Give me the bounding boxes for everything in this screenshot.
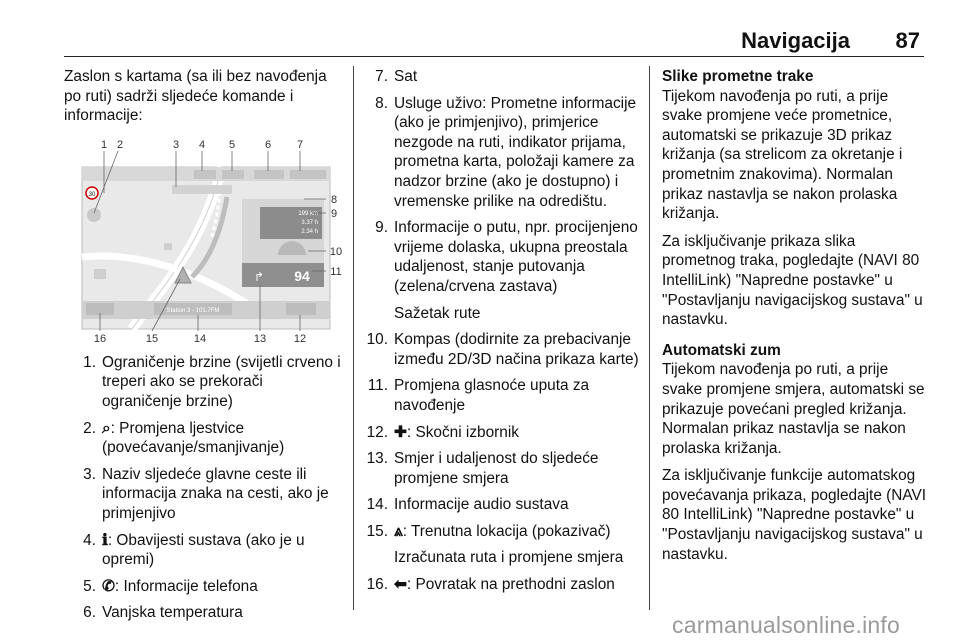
- callout-10: 10: [329, 245, 343, 258]
- back-arrow-icon: ⬅: [394, 576, 407, 594]
- heading-auto-zoom: Automatski zum: [662, 341, 781, 359]
- phone-icon: ✆: [102, 577, 115, 595]
- list-item-2: 2. ⌕: Promjena ljestvice (povećavanje/smanjivanje): [83, 419, 285, 457]
- callout-5: 5: [228, 138, 236, 151]
- callout-14: 14: [193, 332, 207, 345]
- column-1: [64, 67, 346, 630]
- callout-16: 16: [93, 332, 107, 345]
- list-item-11: 11. Promjena glasnoće uputa za navođenje: [367, 377, 590, 414]
- list-item-1: 1. Ograničenje brzine (svijetli crveno i treperi ako se prekorači ograničenje brzine): [83, 353, 341, 410]
- paragraph-auto-zoom-1: Tijekom navođenja po ruti, a prije svake promjene smjera, automatski se prikazuje povećani pregled križanja. Normalan prikaz nastavlja se nakon prolaska križanja.: [662, 361, 925, 457]
- callout-11: 11: [330, 265, 342, 278]
- list-item-7: 7. Sat: [375, 68, 418, 85]
- location-pointer-icon: ⩓: [394, 522, 403, 540]
- turn-distance-text: 94: [294, 267, 310, 284]
- paragraph-lane-images-2: Za isključivanje prikaza slika prometnog traka, pogledajte (NAVI 80 IntelliLink) "Napredne postavke" u "Postavljanju navigacijskog sustava" u nastavku.: [662, 232, 923, 329]
- callout-12: 12: [293, 332, 307, 345]
- callout-15: 15: [145, 332, 159, 345]
- callout-7: 7: [296, 138, 304, 151]
- column-2: [362, 67, 642, 602]
- list-item-6: 6. Vanjska temperatura: [83, 604, 243, 622]
- callout-1: 1: [100, 138, 108, 151]
- callout-6: 6: [264, 138, 272, 151]
- navigation-screen-figure: [72, 137, 346, 345]
- info-icon: ℹ: [102, 531, 108, 549]
- page-number: 87: [895, 28, 920, 53]
- heading-lane-images: Slike prometne trake: [662, 68, 814, 85]
- svg-text:↱: ↱: [254, 269, 265, 284]
- column-divider-left: [353, 66, 354, 610]
- list-item-16: 16. ⬅: Povratak na prethodni zaslon: [366, 576, 615, 594]
- paragraph-auto-zoom-2: Za isključivanje funkcije automatskog povećavanja prikaza, pogledajte (NAVI 80 IntelliLink) "Napredne postavke" u "Postavljanju navigacijskog sustava" u nastavku.: [662, 467, 927, 563]
- column-3: [662, 67, 928, 572]
- list-item-15-sub: Izračunata ruta i promjene smjera: [394, 549, 624, 567]
- column-divider-right: [649, 66, 650, 610]
- page-header: [0, 0, 960, 60]
- list-item-4: 4. ℹ: Obavijesti sustava (ako je u opremi): [83, 531, 305, 569]
- list-item-14: 14. Informacije audio sustava: [366, 496, 569, 514]
- callout-8: 8: [330, 193, 338, 206]
- map-illustration: [72, 137, 346, 345]
- paragraph-lane-images-1: Tijekom navođenja po ruti, a prije svake promjene veće prometnice, automatski se prikazuje 3D prikaz križanja (sa strelicom za okretanje i prometnim znakovima). Normalan prikaz nastavlja se nakon prolaska križanja.: [662, 87, 903, 223]
- callout-4: 4: [198, 138, 206, 151]
- callout-13: 13: [253, 332, 267, 345]
- list-item-15: 15. ⩓: Trenutna lokacija (pokazivač): [366, 522, 611, 540]
- distance-line-3: 2.34 h: [301, 228, 318, 235]
- distance-line-2: 3.37 h: [301, 219, 318, 226]
- callout-3: 3: [172, 138, 180, 151]
- list-item-13: 13. Smjer i udaljenost do sljedeće promjene smjera: [366, 450, 599, 487]
- list-item-9-sub: Sažetak rute: [394, 304, 481, 322]
- header-rule: [64, 56, 924, 57]
- distance-line-1: 199 km: [298, 210, 318, 217]
- watermark: carmanualsonline.info: [672, 612, 900, 638]
- list-item-9: 9. Informacije o putu, npr. procijenjeno vrijeme dolaska, ukupna preostala udaljenost, stanje putovanja (zelena/crvena zastava): [375, 219, 638, 295]
- section-title: Navigacija: [741, 28, 850, 53]
- list-item-8: 8. Usluge uživo: Prometne informacije (ako je primjenjivo), primjerice nezgode na ruti, indikator prijama, prometna karta, položaji kamere za nadzor brzine (ako je dostupno) i vremenske prilike na odredištu.: [375, 94, 637, 210]
- list-item-3: 3. Naziv sljedeće glavne ceste ili informacija znaka na cesti, ako je primjenjivo: [83, 465, 329, 522]
- list-item-5: 5. ✆: Informacije telefona: [83, 577, 258, 595]
- speed-sign-text: 30: [88, 191, 96, 198]
- intro-paragraph: Zaslon s kartama (sa ili bez navođenja po ruti) sadrži sljedeće komande i informacije:: [64, 68, 327, 125]
- zoom-icon: ⌕: [102, 419, 111, 437]
- callout-2: 2: [116, 138, 124, 151]
- callout-9: 9: [330, 207, 338, 220]
- station-text: Station 3 - 101.7FM: [166, 307, 220, 314]
- list-item-10: 10. Kompas (dodirnite za prebacivanje između 2D/3D načina prikaza karte): [366, 331, 639, 368]
- plus-icon: ✚: [394, 423, 407, 441]
- list-item-12: 12. ✚: Skočni izbornik: [366, 423, 519, 441]
